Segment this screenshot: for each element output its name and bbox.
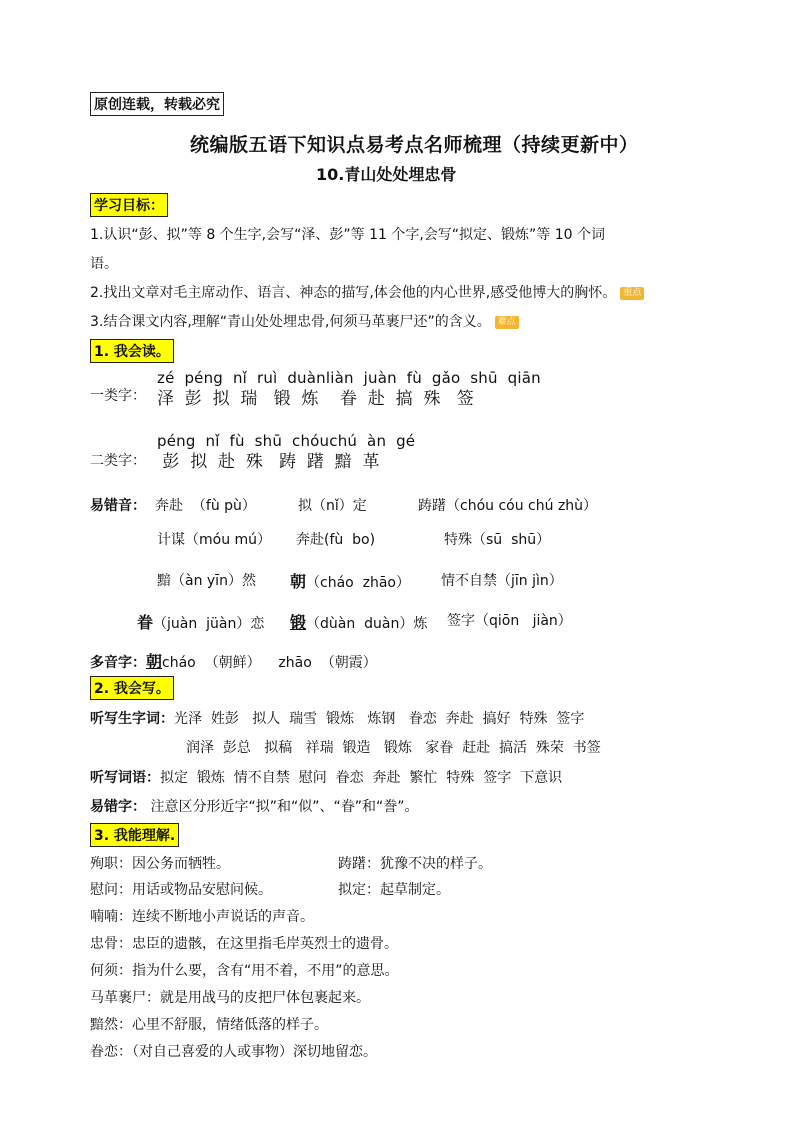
goal-line-2-text: 2.找出文章对毛主席动作、语言、神态的描写,体会他的内心世界,感受他博大的胸怀。 [90,285,617,301]
mistake-12: 签字（qiōn jiàn） [447,613,572,629]
definition-item: 喃喃：连续不断地小声说话的声音。 [90,909,314,925]
dictation-label: 听写生字词： [90,711,174,727]
mistake-10 [137,610,264,633]
definition-item: 眷恋：（对自己喜爱的人或事物）深切地留恋。 [90,1044,377,1060]
dictation-words-1: 光泽 姓彭 拟人 瑞雪 锻炼 炼钢 眷恋 奔赴 搞好 特殊 签字 [174,711,585,727]
goal-line-2 [90,282,644,302]
class2-label: 二类字： [90,453,146,469]
mistake-10-char: 眷 [137,613,154,632]
mistake-10-pinyin: （juàn jüàn）恋 [153,616,265,632]
mistake-11-pinyin: （dùàn duàn）炼 [306,616,428,632]
difficulty-badge: 难点 [495,316,519,329]
polyphone-line [90,649,377,672]
key-point-badge: 重点 [620,287,644,300]
mistake-9: 情不自禁（jīn jìn） [441,573,563,589]
class1-label: 一类字： [90,388,146,404]
mistake-5: 奔赴(fù bo) [296,532,376,548]
easy-text: 注意区分形近字“拟”和“似”、“眷”和“誊”。 [146,799,419,815]
mistake-8-pinyin: （cháo zhāo） [306,575,410,591]
easy-line [90,796,418,816]
mistake-6: 特殊（sū shū） [444,532,551,548]
dictation-line-1 [90,708,584,728]
lesson-title: 10.青山处处埋忠骨 [316,165,457,184]
definition-item: 马革裹尸：就是用战马的皮把尸体包裹起来。 [90,990,370,1006]
class1-pinyin: zé péng nǐ ruì duànliàn juàn fù gǎo shū qiān [157,369,541,387]
class1-chars: 泽 彭 拟 瑞 锻 炼 眷 赴 搞 殊 签 [157,389,474,409]
words-label: 听写词语： [90,770,160,786]
dictation-words-2: 润泽 彭总 拟稿 祥瑞 锻造 锻炼 家眷 赶赴 搞活 殊荣 书签 [186,740,601,756]
mistake-7: 黯（àn yīn）然 [157,573,256,589]
mistake-11-char: 锻 [290,613,307,632]
mistake-3: 踌躇（chóu cóu chú zhù） [418,498,598,514]
mistake-8 [290,569,410,592]
mistake-2: 拟（nǐ）定 [298,498,367,514]
goals-heading: 学习目标： [90,193,168,217]
mistake-8-char: 朝 [290,572,307,591]
read-heading: 1. 我会读。 [90,339,174,363]
header-tag: 原创连载，转载必究 [90,92,224,116]
class2-chars: 彭 拟 赴 殊 踌 躇 黯 革 [157,452,380,472]
easy-label: 易错字： [90,799,146,815]
polyphone-readings: cháo （朝鲜） zhāo （朝霞） [162,655,377,671]
mistakes-label: 易错音： [90,498,146,514]
goal-line-1: 1.认识“彭、拟”等 8 个生字,会写“泽、彭”等 11 个字,会写“拟定、锻炼”等 10 个词 [90,227,606,243]
goal-line-3 [90,311,519,331]
definition-item: 殉职：因公务而牺牲。 [90,856,230,872]
goal-line-1b: 语。 [90,256,118,272]
definition-item: 拟定：起草制定。 [338,882,450,898]
words-line [90,767,562,787]
class2-pinyin: péng nǐ fù shū chóuchú àn gé [157,432,416,450]
polyphone-char: 朝 [146,652,163,671]
goal-line-3-text: 3.结合课文内容,理解“青山处处埋忠骨,何须马革裹尸还”的含义。 [90,314,491,330]
mistake-11 [290,610,427,633]
understand-heading: 3. 我能理解. [90,823,179,847]
polyphone-label: 多音字： [90,655,146,671]
mistake-1: 奔赴 （fù pù） [155,498,256,514]
definition-item: 黯然：心里不舒服，情绪低落的样子。 [90,1017,328,1033]
mistake-4: 计谋（móu mú） [157,532,272,548]
definition-item: 何须：指为什么要，含有“用不着，不用”的意思。 [90,963,399,979]
words-list: 拟定 锻炼 情不自禁 慰问 眷恋 奔赴 繁忙 特殊 签字 下意识 [160,770,563,786]
definition-item: 忠骨：忠臣的遗骸，在这里指毛岸英烈士的遗骨。 [90,936,398,952]
definition-item: 踌躇：犹豫不决的样子。 [338,856,492,872]
write-heading: 2. 我会写。 [90,676,174,700]
definition-item: 慰问：用话或物品安慰问候。 [90,882,272,898]
page-title: 统编版五语下知识点易考点名师梳理（持续更新中） [190,134,639,156]
